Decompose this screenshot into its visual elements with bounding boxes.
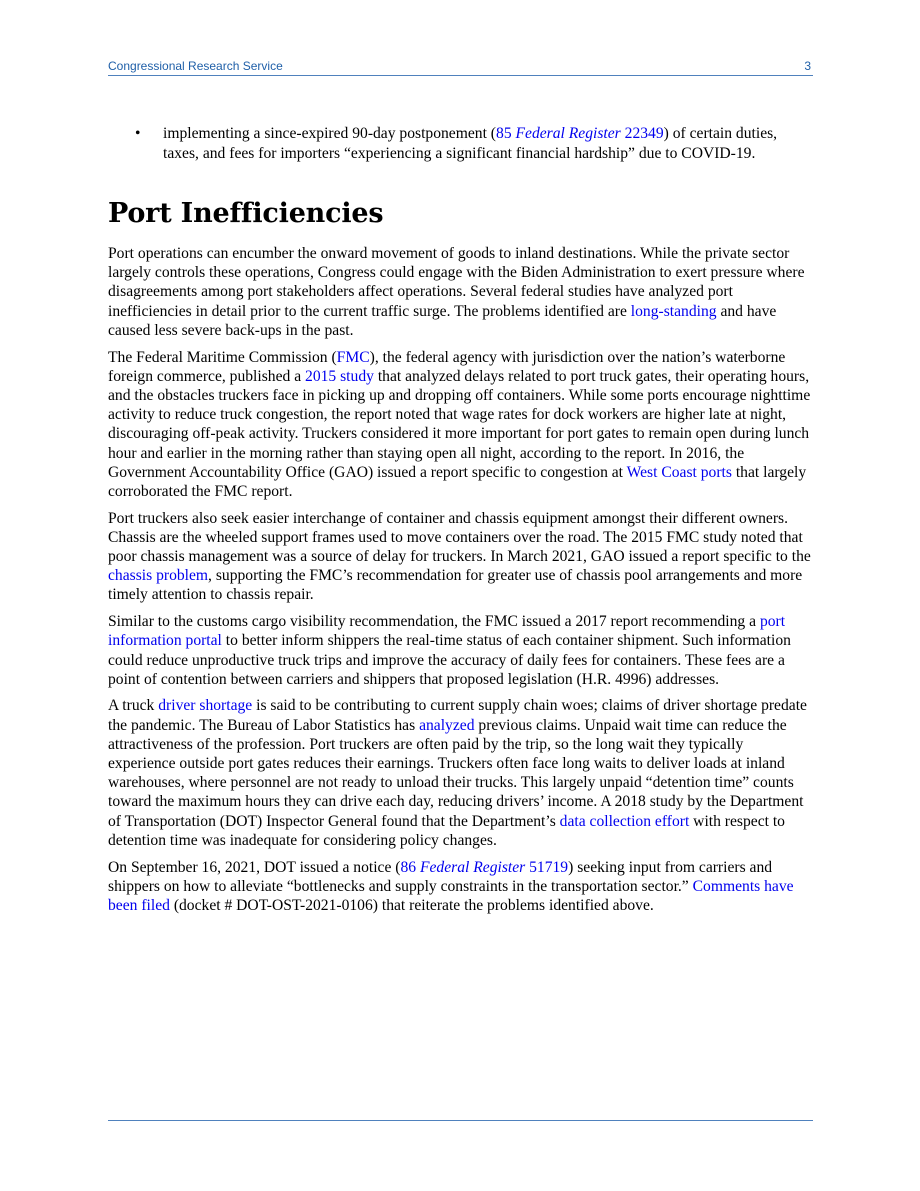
fmc-link[interactable]: FMC	[336, 348, 370, 366]
long-standing-link[interactable]: long-standing	[630, 302, 717, 320]
header-organization: Congressional Research Service	[108, 59, 283, 73]
paragraph: Similar to the customs cargo visibility recommendation, the FMC issued a 2017 report recommending a port information portal to better inform shippers the real-time status of each container shipment. Such information could reduce unproductive truck trips and improve the accuracy of daily fees for containers. These fees are a point of contention between carriers and shippers that proposed legislation (H.R. 4996) addresses.	[108, 613, 791, 688]
bullet-list	[108, 124, 813, 163]
running-header	[108, 58, 813, 76]
chassis-problem-link[interactable]: chassis problem	[108, 567, 209, 585]
federal-register-51719-link[interactable]: 86 Federal Register 51719	[400, 858, 569, 876]
footer-divider	[108, 1120, 813, 1121]
paragraph: Port operations can encumber the onward movement of goods to inland destinations. While the private sector largely controls these operations, Congress could engage with the Biden Administration to exert pressure where disagreements among port stakeholders affect operations. Several federal studies have analyzed port inefficiencies in detail prior to the current traffic surge. The problems identified are long-standing and have caused less severe back-ups in the past.	[108, 245, 805, 339]
driver-shortage-link[interactable]: driver shortage	[158, 697, 253, 715]
page-number: 3	[804, 59, 811, 73]
federal-register-22349-link[interactable]: 85 Federal Register 22349	[496, 125, 664, 142]
paragraph: Port truckers also seek easier interchange of container and chassis equipment amongst their different owners. Chassis are the wheeled support frames used to move containers over the road. The 2015 FMC study noted that poor chassis management was a source of delay for truckers. In March 2021, GAO issued a report specific to the chassis problem, supporting the FMC’s recommendation for greater use of chassis pool arrangements and more timely attention to chassis repair.	[108, 509, 811, 604]
data-collection-effort-link[interactable]: data collection effort	[559, 812, 690, 830]
analyzed-link[interactable]: analyzed	[419, 716, 475, 734]
paragraph: A truck driver shortage is said to be contributing to current supply chain woes; claims of driver shortage predate the pandemic. The Bureau of Labor Statistics has analyzed previous claims. Unpaid wait time can reduce the attractiveness of the profession. Port truckers are often paid by the trip, so the long wait they typically experience outside port gates reduces their earnings. Truckers often face long waits to deliver loads at inland warehouses, where personnel are not ready to unload their trucks. This largely unpaid “detention time” counts toward the maximum hours they can drive each day, reducing drivers’ income. A 2018 study by the Department of Transportation (DOT) Inspector General found that the Department’s data collection effort with respect to detention time was inadequate for considering policy changes.	[108, 697, 807, 849]
body-text	[108, 244, 814, 923]
comments-filed-link[interactable]: Comments have been filed	[108, 877, 794, 914]
paragraph: On September 16, 2021, DOT issued a notice (86 Federal Register 51719) seeking input from carriers and shippers on how to alleviate “bottlenecks and supply constraints in the transportation sector.” Comments have been filed (docket # DOT-OST-2021-0106) that reiterate the problems identified above.	[108, 858, 794, 914]
port-information-portal-link[interactable]: port information portal	[108, 613, 786, 650]
section-heading: Port Inefficiencies	[108, 198, 384, 229]
west-coast-ports-link[interactable]: West Coast ports	[626, 463, 732, 481]
bullet-icon: •	[135, 125, 141, 142]
2015-study-link[interactable]: 2015 study	[305, 367, 374, 385]
list-item: • implementing a since-expired 90-day postponement (85 Federal Register 22349) of certain duties, taxes, and fees for importers “experiencing a significant financial hardship” due to COVID-19.	[135, 125, 778, 162]
paragraph: The Federal Maritime Commission (FMC), the federal agency with jurisdiction over the nation’s waterborne foreign commerce, published a 2015 study that analyzed delays related to port truck gates, their operating hours, and the obstacles truckers face in picking up and dropping off containers. While some ports encourage nighttime activity to reduce truck congestion, the report noted that wage rates for dock workers are higher late at night, discouraging off-peak activity. Truckers considered it more important for port gates to remain open during lunch hour and earlier in the morning rather than staying open all night, according to the report. In 2016, the Government Accountability Office (GAO) issued a report specific to congestion at West Coast ports that largely corroborated the FMC report.	[108, 348, 811, 500]
